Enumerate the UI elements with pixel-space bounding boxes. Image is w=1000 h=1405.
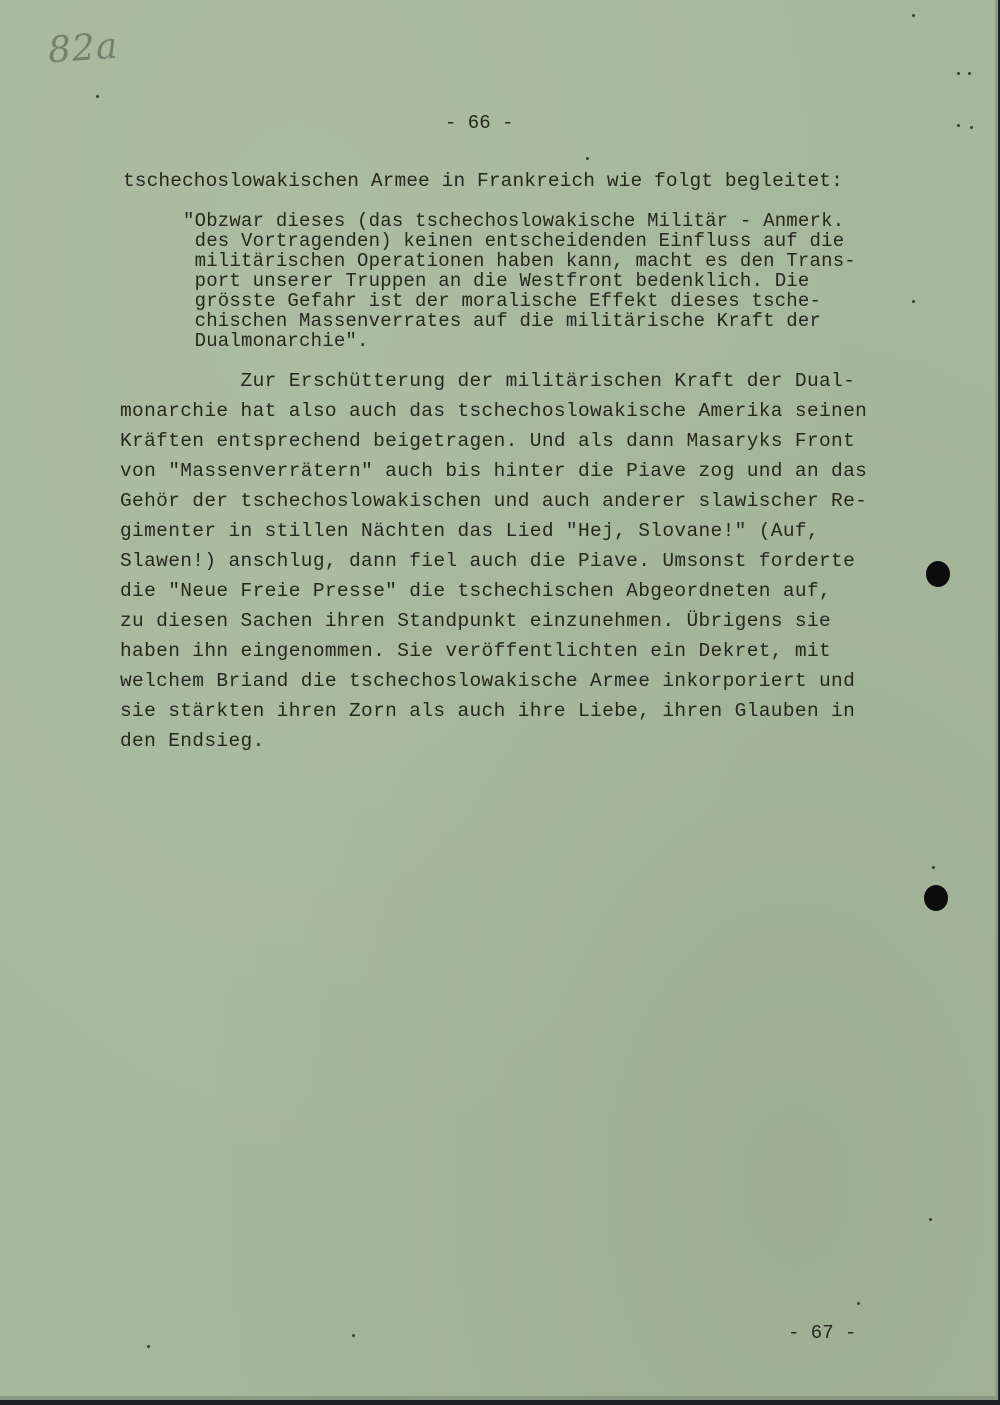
paper-speck: [912, 14, 915, 17]
paragraph-line: Slawen!) anschlug, dann fiel auch die Piave. Umsonst forderte: [120, 550, 856, 572]
quote-line: chischen Massenverrates auf die militärische Kraft der: [183, 310, 822, 332]
quote-line: port unserer Truppen an die Westfront bedenklich. Die: [183, 270, 810, 292]
paragraph-line: Zur Erschütterung der militärischen Kraft der Dual-: [120, 370, 856, 392]
paragraph-line: von "Massenverrätern" auch bis hinter die Piave zog und an das: [120, 460, 868, 482]
paper-speck: [932, 866, 935, 869]
paper-speck: [96, 95, 99, 98]
paragraph-line: Gehör der tschechoslowakischen und auch anderer slawischer Re-: [120, 490, 868, 512]
paragraph-line: zu diesen Sachen ihren Standpunkt einzunehmen. Übrigens sie: [120, 610, 832, 632]
paragraph-line: gimenter in stillen Nächten das Lied "Hej, Slovane!" (Auf,: [120, 520, 820, 542]
paper-speck: [970, 126, 973, 129]
paper-speck: [929, 1218, 932, 1221]
paragraph-line: sie stärkten ihren Zorn als auch ihre Liebe, ihren Glauben in: [120, 700, 856, 722]
quote-line: Dualmonarchie".: [183, 330, 369, 352]
intro-line: tschechoslowakischen Armee in Frankreich wie folgt begleitet:: [123, 170, 843, 192]
paragraph-line: den Endsieg.: [120, 730, 265, 752]
quote-line: des Vortragenden) keinen entscheidenden Einfluss auf die: [183, 230, 845, 252]
paragraph-line: haben ihn eingenommen. Sie veröffentlichten ein Dekret, mit: [120, 640, 832, 662]
quote-line: grösste Gefahr ist der moralische Effekt dieses tsche-: [183, 290, 822, 312]
handwritten-folio-number: 82a: [46, 25, 120, 72]
paragraph-line: monarchie hat also auch das tschechoslowakische Amerika seinen: [120, 400, 868, 422]
next-page-marker: - 67 -: [788, 1322, 857, 1344]
paper-speck: [147, 1345, 150, 1348]
punch-hole: [926, 561, 950, 587]
paper-speck: [857, 1302, 860, 1305]
paragraph-line: Kräften entsprechend beigetragen. Und als dann Masaryks Front: [120, 430, 856, 452]
paragraph-line: welchem Briand die tschechoslowakische Armee inkorporiert und: [120, 670, 856, 692]
paper-speck: [968, 72, 971, 75]
paper-speck: [957, 72, 960, 75]
paper-speck: [957, 124, 960, 127]
quote-line: militärischen Operationen haben kann, macht es den Trans-: [183, 250, 856, 272]
page-number: - 66 -: [445, 112, 514, 134]
punch-hole: [924, 885, 948, 911]
paper-speck: [352, 1334, 355, 1337]
quote-line: "Obzwar dieses (das tschechoslowakische Militär - Anmerk.: [183, 210, 845, 232]
paper-speck: [912, 300, 915, 303]
paper-speck: [586, 157, 589, 160]
paragraph-line: die "Neue Freie Presse" die tschechischen Abgeordneten auf,: [120, 580, 832, 602]
